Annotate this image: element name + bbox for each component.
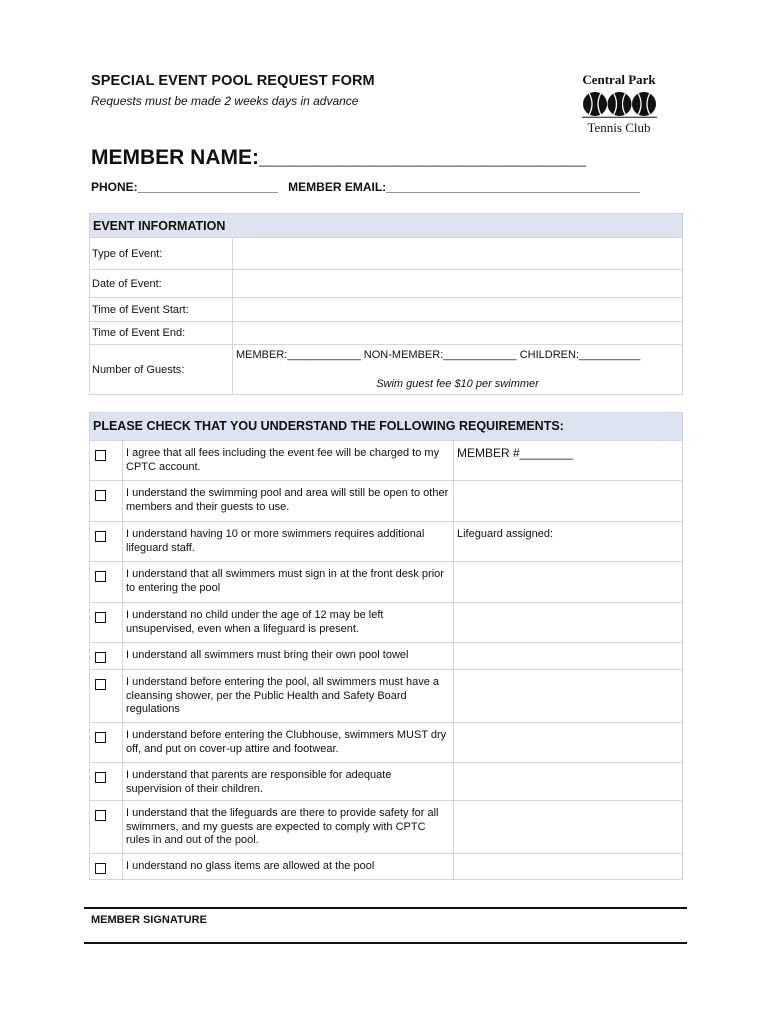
requirements-heading: PLEASE CHECK THAT YOU UNDERSTAND THE FOLLOWING REQUIREMENTS: — [90, 413, 683, 441]
requirement-text: I understand that parents are responsible for adequate supervision of their children. — [123, 763, 454, 801]
type-of-event-label: Type of Event: — [90, 238, 233, 270]
time-start-label: Time of Event Start: — [90, 298, 233, 322]
signature-line[interactable] — [84, 907, 687, 909]
time-start-input[interactable] — [233, 298, 683, 322]
requirement-checkbox[interactable] — [95, 612, 106, 623]
member-name-field[interactable]: MEMBER NAME:____________________________ — [91, 146, 587, 169]
logo-text-top: Central Park — [582, 72, 656, 87]
member-email-field[interactable]: MEMBER EMAIL:______________________________________ — [288, 180, 640, 194]
requirement-text: I agree that all fees including the event fee will be charged to my CPTC account. — [123, 441, 454, 481]
requirement-checkbox[interactable] — [95, 571, 106, 582]
requirement-checkbox[interactable] — [95, 810, 106, 821]
requirement-checkbox[interactable] — [95, 732, 106, 743]
requirement-text: I understand no child under the age of 12 may be left unsupervised, even when a lifeguard is present. — [123, 603, 454, 643]
date-of-event-input[interactable] — [233, 270, 683, 298]
lifeguard-assigned-field[interactable]: Lifeguard assigned: — [457, 528, 554, 540]
event-information-table — [89, 213, 683, 395]
contact-row — [91, 180, 640, 194]
requirement-text: I understand that the lifeguards are there to provide safety for all swimmers, and my guests are expected to comply with CPTC rules in and out of the pool. — [123, 801, 454, 854]
member-signature-label: MEMBER SIGNATURE — [91, 914, 207, 926]
form-title: SPECIAL EVENT POOL REQUEST FORM — [91, 73, 375, 89]
requirement-checkbox[interactable] — [95, 531, 106, 542]
date-of-event-label: Date of Event: — [90, 270, 233, 298]
event-information-heading: EVENT INFORMATION — [90, 214, 683, 238]
requirement-text: I understand before entering the pool, all swimmers must have a cleansing shower, per the Public Health and Safety Board regulations — [123, 670, 454, 723]
requirement-text: I understand that all swimmers must sign in at the front desk prior to entering the pool — [123, 562, 454, 603]
form-subtitle: Requests must be made 2 weeks days in advance — [91, 94, 359, 108]
time-end-label: Time of Event End: — [90, 322, 233, 345]
requirement-checkbox[interactable] — [95, 863, 106, 874]
requirement-checkbox[interactable] — [95, 490, 106, 501]
guest-counts-line: MEMBER:____________ NON-MEMBER:____________ CHILDREN:__________ — [236, 349, 641, 361]
requirement-checkbox[interactable] — [95, 652, 106, 663]
requirement-checkbox[interactable] — [95, 450, 106, 461]
signature-bottom-rule — [84, 942, 687, 944]
phone-field[interactable]: PHONE:_____________________ — [91, 180, 278, 194]
requirement-text: I understand the swimming pool and area will still be open to other members and their guests to use. — [123, 481, 454, 522]
club-logo — [578, 70, 660, 140]
logo-text-bottom: Tennis Club — [587, 120, 651, 135]
type-of-event-input[interactable] — [233, 238, 683, 270]
requirement-text: I understand no glass items are allowed at the pool — [123, 854, 454, 880]
requirement-text: I understand having 10 or more swimmers requires additional lifeguard staff. — [123, 522, 454, 562]
number-of-guests-label: Number of Guests: — [90, 345, 233, 395]
requirement-checkbox[interactable] — [95, 772, 106, 783]
member-number-field[interactable]: MEMBER #________ — [457, 446, 574, 460]
requirements-table — [89, 412, 683, 880]
time-end-input[interactable] — [233, 322, 683, 345]
tennis-balls-icon — [582, 90, 657, 118]
requirement-text: I understand before entering the Clubhouse, swimmers MUST dry off, and put on cover-up attire and footwear. — [123, 723, 454, 763]
requirement-checkbox[interactable] — [95, 679, 106, 690]
swim-guest-fee-note: Swim guest fee $10 per swimmer — [376, 378, 539, 390]
requirement-text: I understand all swimmers must bring their own pool towel — [123, 643, 454, 670]
number-of-guests-input[interactable] — [233, 345, 683, 395]
